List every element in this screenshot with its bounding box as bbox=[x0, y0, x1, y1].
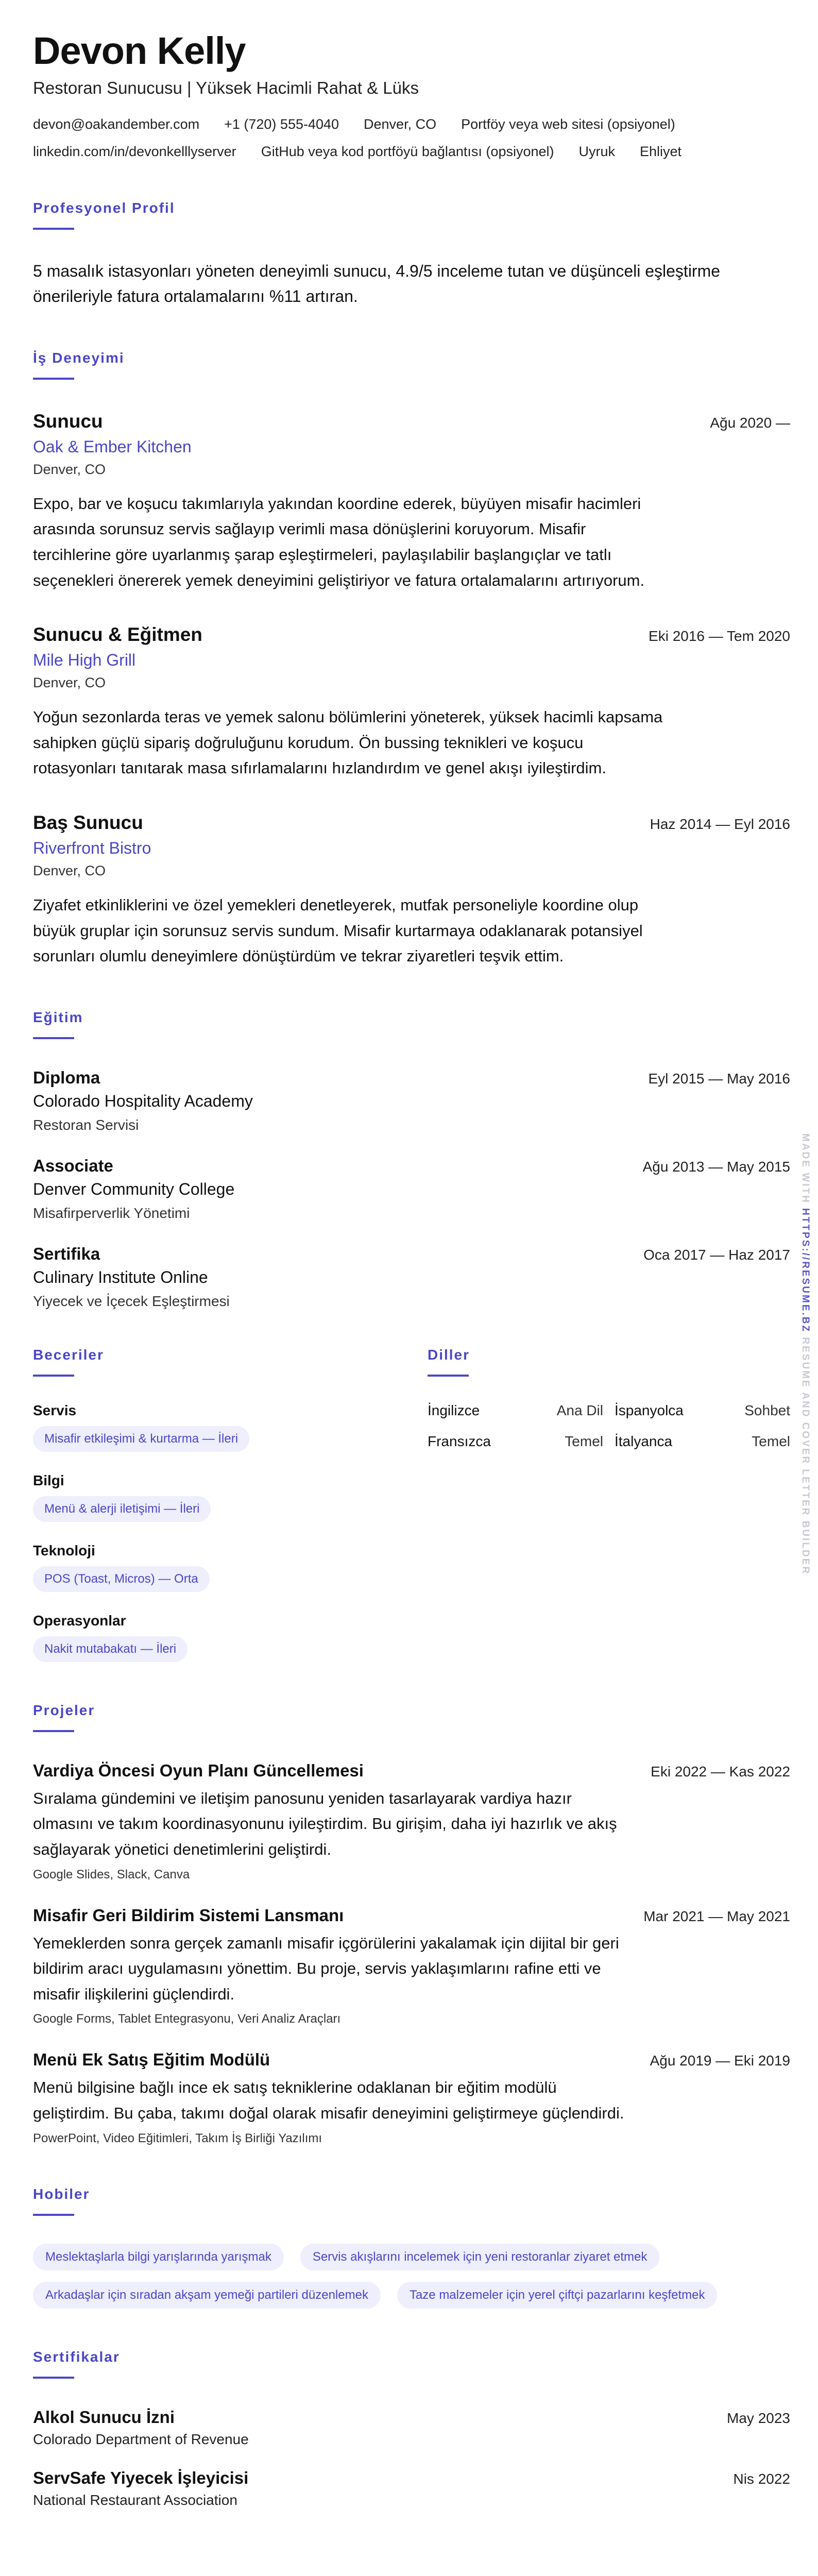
project-title: Misafir Geri Bildirim Sistemi Lansmanı bbox=[33, 1905, 344, 1925]
education-date: Ağu 2013 — May 2015 bbox=[642, 1158, 790, 1175]
contact-portfolio[interactable]: Portföy veya web sitesi (opsiyonel) bbox=[461, 116, 675, 132]
education-school: Culinary Institute Online bbox=[33, 1267, 208, 1286]
project-tools: Google Slides, Slack, Canva bbox=[33, 1867, 190, 1882]
project-entry bbox=[33, 1906, 790, 2027]
contact-email[interactable]: devon@oakandember.com bbox=[33, 116, 200, 132]
job-title: Sunucu & Eğitmen bbox=[33, 624, 202, 646]
section-divider bbox=[33, 1037, 74, 1039]
project-title: Vardiya Öncesi Oyun Planı Güncellemesi bbox=[33, 1760, 364, 1780]
education-date: Eyl 2015 — May 2016 bbox=[648, 1070, 790, 1087]
education-entry bbox=[33, 1156, 790, 1222]
education-degree: Associate bbox=[33, 1156, 113, 1175]
job-date: Haz 2014 — Eyl 2016 bbox=[650, 816, 790, 833]
section-divider bbox=[33, 1730, 74, 1732]
skill-pill: Nakit mutabakatı — İleri bbox=[33, 1636, 188, 1662]
job-company: Mile High Grill bbox=[33, 651, 136, 670]
language-item bbox=[428, 1402, 603, 1419]
headline: Restoran Sunucusu | Yüksek Hacimli Rahat & Lüks bbox=[33, 78, 419, 97]
contact-phone[interactable]: +1 (720) 555-4040 bbox=[224, 116, 339, 132]
skills-section bbox=[33, 1347, 428, 1662]
job-location: Denver, CO bbox=[33, 461, 106, 477]
experience-section bbox=[33, 350, 790, 969]
job-description: Yoğun sezonlarda teras ve yemek salonu bölümlerini yöneterek, yüksek hacimli kapsama sahipken güçlü sipariş doğruluğunu korudum. Ön bussing teknikleri ve koşucu rotasyonları tanıtarak masa sıfırlamalarını hızlandırdım ve genel akışı iyileştirdim. bbox=[33, 708, 663, 777]
section-title: Beceriler bbox=[33, 1346, 104, 1363]
contact-license: Ehliyet bbox=[640, 143, 682, 159]
job-description: Ziyafet etkinliklerini ve özel yemekleri denetleyerek, mutfak personeliyle koordine olup büyük gruplar için sorunsuz servis sundum. Misafir kurtarmaya odaklanarak potansiyel sorunları olumlu deneyimlere dönüştürdüm ve tekrar ziyaretleri teşvik ettim. bbox=[33, 896, 643, 965]
certification-date: Nis 2022 bbox=[733, 2470, 790, 2487]
skill-category: Bilgi bbox=[33, 1472, 64, 1488]
project-description: Yemeklerden sonra gerçek zamanlı misafir içgörülerini yakalamak için dijital bir geri bildirim aracı uygulamasını yönettim. Bu proje, servis yaklaşımlarını rafine etti ve misafir ilişkilerini güçlendirdi. bbox=[33, 1934, 619, 2003]
language-level: Temel bbox=[752, 1433, 790, 1449]
job-date: Eki 2016 — Tem 2020 bbox=[649, 628, 790, 645]
skill-pill: POS (Toast, Micros) — Orta bbox=[33, 1566, 210, 1592]
certification-name: Alkol Sunucu İzni bbox=[33, 2407, 175, 2427]
hobby-pill: Taze malzemeler için yerel çiftçi pazarlarını keşfetmek bbox=[397, 2282, 718, 2309]
section-divider bbox=[33, 2377, 74, 2379]
candidate-name: Devon Kelly bbox=[33, 29, 246, 72]
certifications-section bbox=[33, 2349, 790, 2509]
hobby-pill: Meslektaşlarla bilgi yarışlarında yarışmak bbox=[33, 2244, 284, 2270]
education-entry bbox=[33, 1068, 790, 1133]
skill-pill: Misafir etkileşimi & kurtarma — İleri bbox=[33, 1426, 249, 1452]
project-description: Menü bilgisine bağlı ince ek satış tekniklerine odaklanan bir eğitim modülü geliştirdim. Bu çaba, takımı doğal olarak misafir deneyimini geliştirmeye güçlendirdi. bbox=[33, 2078, 624, 2122]
profile-section bbox=[33, 200, 790, 310]
section-title: Sertifikalar bbox=[33, 2348, 120, 2365]
skill-category: Servis bbox=[33, 1402, 77, 1418]
language-name: Fransızca bbox=[428, 1433, 491, 1449]
section-title: Diller bbox=[428, 1346, 470, 1363]
language-level: Temel bbox=[565, 1433, 603, 1449]
skill-group bbox=[33, 1472, 428, 1522]
job-date: Ağu 2020 — bbox=[710, 414, 790, 431]
language-item bbox=[615, 1402, 790, 1419]
job-location: Denver, CO bbox=[33, 675, 106, 691]
project-title: Menü Ek Satış Eğitim Modülü bbox=[33, 2050, 270, 2070]
education-school: Denver Community College bbox=[33, 1179, 235, 1198]
language-level: Sohbet bbox=[744, 1402, 790, 1418]
education-date: Oca 2017 — Haz 2017 bbox=[643, 1246, 790, 1263]
skill-group bbox=[33, 1613, 428, 1662]
job-entry bbox=[33, 624, 790, 781]
project-entry bbox=[33, 2050, 790, 2145]
certification-entry bbox=[33, 2468, 790, 2509]
contact-list bbox=[33, 116, 790, 160]
section-divider bbox=[33, 378, 74, 380]
hobbies-section bbox=[33, 2186, 790, 2309]
profile-summary: 5 masalık istasyonları yöneten deneyimli sunucu, 4.9/5 inceleme tutan ve düşünceli eşleştirme önerileriyle fatura ortalamalarını %11 artıran. bbox=[33, 261, 721, 306]
contact-location: Denver, CO bbox=[364, 116, 437, 132]
section-title: Projeler bbox=[33, 1702, 95, 1718]
education-degree: Sertifika bbox=[33, 1244, 100, 1263]
section-title: Profesyonel Profil bbox=[33, 199, 175, 216]
job-description: Expo, bar ve koşucu takımlarıyla yakından koordine ederek, büyüyen misafir hacimleri arasında sorunsuz servis sağlayıp verimli masa dönüşlerini koruyorum. Misafir tercihlerine göre uyarlanmış şarap eşleştirmeleri, paylaşılabilir başlangıçlar ve tatlı seçenekleri önererek yemek deneyimini geliştiriyor ve fatura ortalamalarını artırıyorum. bbox=[33, 494, 645, 589]
job-company: Oak & Ember Kitchen bbox=[33, 437, 192, 456]
hobby-pill: Servis akışlarını incelemek için yeni restoranlar ziyaret etmek bbox=[300, 2244, 660, 2270]
language-name: İtalyanca bbox=[615, 1433, 673, 1449]
education-entry bbox=[33, 1244, 790, 1310]
education-school: Colorado Hospitality Academy bbox=[33, 1091, 253, 1110]
certification-issuer: National Restaurant Association bbox=[33, 2492, 237, 2508]
job-location: Denver, CO bbox=[33, 863, 106, 879]
contact-nationality: Uyruk bbox=[578, 143, 616, 159]
education-degree: Diploma bbox=[33, 1067, 100, 1087]
education-field: Misafirperverlik Yönetimi bbox=[33, 1205, 190, 1221]
hobby-pill: Arkadaşlar için sıradan akşam yemeği partileri düzenlemek bbox=[33, 2282, 381, 2309]
project-date: Mar 2021 — May 2021 bbox=[643, 1908, 790, 1924]
education-field: Restoran Servisi bbox=[33, 1116, 139, 1133]
hobby-list bbox=[33, 2244, 790, 2309]
project-date: Ağu 2019 — Eki 2019 bbox=[650, 2053, 790, 2069]
skill-category: Teknoloji bbox=[33, 1542, 95, 1558]
education-field: Yiyecek ve İçecek Eşleştirmesi bbox=[33, 1293, 230, 1309]
section-title: Eğitim bbox=[33, 1009, 83, 1025]
project-entry bbox=[33, 1761, 790, 1882]
languages-section bbox=[428, 1347, 790, 1662]
education-section bbox=[33, 1009, 790, 1310]
job-title: Baş Sunucu bbox=[33, 812, 143, 834]
language-name: İspanyolca bbox=[615, 1402, 684, 1418]
project-description: Sıralama gündemini ve iletişim panosunu yeniden tasarlayarak vardiya hazır olmasını ve takım koordinasyonunu iyileştirdim. Bu girişim, daha iyi hazırlık ve akış sağlayarak yönetici denetimlerini geliştirdi. bbox=[33, 1789, 617, 1858]
contact-github[interactable]: GitHub veya kod portföyü bağlantısı (opsiyonel) bbox=[261, 143, 554, 159]
project-date: Eki 2022 — Kas 2022 bbox=[651, 1763, 790, 1780]
language-item bbox=[615, 1433, 790, 1450]
builder-watermark bbox=[799, 1133, 811, 1575]
skills-languages-row bbox=[33, 1347, 790, 1662]
section-divider bbox=[33, 2214, 74, 2216]
project-tools: PowerPoint, Video Eğitimleri, Takım İş Birliği Yazılımı bbox=[33, 2131, 322, 2145]
certification-issuer: Colorado Department of Revenue bbox=[33, 2431, 249, 2447]
job-company: Riverfront Bistro bbox=[33, 839, 151, 858]
certification-name: ServSafe Yiyecek İşleyicisi bbox=[33, 2468, 249, 2487]
section-title: İş Deneyimi bbox=[33, 349, 125, 366]
language-name: İngilizce bbox=[428, 1402, 480, 1418]
job-entry bbox=[33, 411, 790, 593]
contact-linkedin[interactable]: linkedin.com/in/devonkelllyserver bbox=[33, 143, 236, 159]
skill-pill: Menü & alerji iletişimi — İleri bbox=[33, 1496, 211, 1522]
job-entry bbox=[33, 812, 790, 969]
language-item bbox=[428, 1433, 603, 1450]
watermark-suffix: RESUME AND COVER LETTER BUILDER bbox=[800, 1337, 811, 1575]
job-title: Sunucu bbox=[33, 410, 103, 432]
skill-group bbox=[33, 1402, 428, 1452]
project-tools: Google Forms, Tablet Entegrasyonu, Veri Analiz Araçları bbox=[33, 2012, 341, 2026]
languages-grid bbox=[428, 1402, 790, 1450]
certification-date: May 2023 bbox=[727, 2410, 790, 2426]
section-divider bbox=[33, 1375, 74, 1377]
section-divider bbox=[33, 228, 74, 230]
projects-section bbox=[33, 1702, 790, 2146]
section-title: Hobiler bbox=[33, 2185, 90, 2202]
resume-content bbox=[33, 31, 790, 2509]
section-divider bbox=[428, 1375, 469, 1377]
certification-entry bbox=[33, 2408, 790, 2448]
watermark-link[interactable]: HTTPS://RESUME.BZ bbox=[800, 1208, 811, 1333]
language-level: Ana Dil bbox=[556, 1402, 603, 1418]
skill-group bbox=[33, 1543, 428, 1592]
watermark-prefix: MADE WITH bbox=[800, 1133, 811, 1204]
skill-category: Operasyonlar bbox=[33, 1612, 126, 1629]
